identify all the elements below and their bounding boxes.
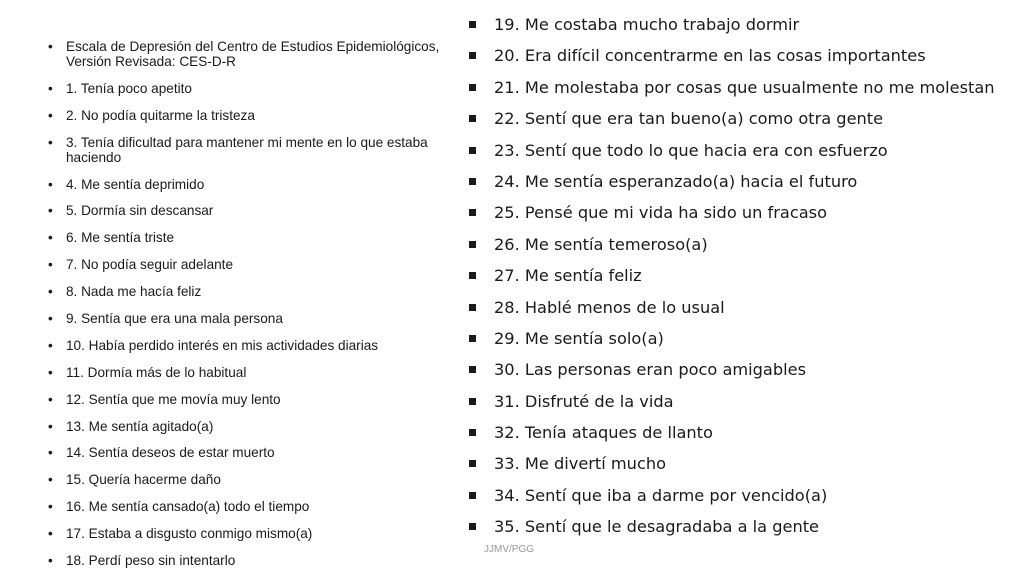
list-item-text: 22. Sentí que era tan bueno(a) como otra gente xyxy=(494,109,884,129)
list-item xyxy=(467,167,1017,198)
list-item: • 12. Sentía que me movía muy lento xyxy=(48,392,468,407)
list-item xyxy=(467,293,1017,324)
list-item: • 11. Dormía más de lo habitual xyxy=(48,365,468,380)
list-item-text: 35. Sentí que le desagradaba a la gente xyxy=(494,517,820,537)
list-item: • 17. Estaba a disgusto conmigo mismo(a) xyxy=(48,526,468,541)
list-item: • 6. Me sentía triste xyxy=(48,230,468,245)
square-bullet-icon xyxy=(469,21,476,28)
list-item: • 1. Tenía poco apetito xyxy=(48,81,468,96)
list-item xyxy=(467,355,1017,386)
list-item xyxy=(467,324,1017,355)
right-item-list xyxy=(467,10,1017,544)
list-item xyxy=(467,261,1017,292)
list-item xyxy=(467,230,1017,261)
list-item xyxy=(467,512,1017,543)
square-bullet-icon xyxy=(469,492,476,499)
square-bullet-icon xyxy=(469,178,476,185)
list-item-text: 19. Me costaba mucho trabajo dormir xyxy=(494,15,800,34)
list-item-text: 31. Disfruté de la vida xyxy=(494,391,674,411)
square-bullet-icon xyxy=(469,429,476,436)
square-bullet-icon xyxy=(469,52,476,59)
square-bullet-icon xyxy=(469,460,476,467)
list-item: • 15. Quería hacerme daño xyxy=(48,472,468,487)
list-item-text: 24. Me sentía esperanzado(a) hacia el futuro xyxy=(494,171,858,191)
list-item: • 18. Perdí peso sin intentarlo xyxy=(48,553,468,568)
list-item xyxy=(467,418,1017,449)
square-bullet-icon xyxy=(469,523,476,530)
list-item: • 5. Dormía sin descansar xyxy=(48,203,468,218)
list-item xyxy=(467,104,1017,135)
list-item xyxy=(467,481,1017,512)
list-item-text: 29. Me sentía solo(a) xyxy=(494,328,664,348)
list-item xyxy=(467,10,1017,41)
square-bullet-icon xyxy=(469,366,476,373)
list-item xyxy=(467,449,1017,480)
list-item-text: 33. Me divertí mucho xyxy=(494,454,667,474)
square-bullet-icon xyxy=(469,304,476,311)
list-item: • 14. Sentía deseos de estar muerto xyxy=(48,445,468,460)
list-item: • 16. Me sentía cansado(a) todo el tiempo xyxy=(48,499,468,514)
square-bullet-icon xyxy=(469,272,476,279)
list-item: • 3. Tenía dificultad para mantener mi mente en lo que estaba haciendo xyxy=(48,135,468,165)
list-item-text: 23. Sentí que todo lo que hacia era con esfuerzo xyxy=(494,140,888,160)
list-item xyxy=(467,198,1017,229)
list-item: • 10. Había perdido interés en mis actividades diarias xyxy=(48,338,468,353)
square-bullet-icon xyxy=(469,398,476,405)
square-bullet-icon xyxy=(469,84,476,91)
list-item-text: 30. Las personas eran poco amigables xyxy=(494,360,807,380)
square-bullet-icon xyxy=(469,335,476,342)
list-item-text: 27. Me sentía feliz xyxy=(494,266,642,286)
list-item: • 8. Nada me hacía feliz xyxy=(48,284,468,299)
square-bullet-icon xyxy=(469,209,476,216)
list-item: • 13. Me sentía agitado(a) xyxy=(48,419,468,434)
footer-credit: JJMV/PGG xyxy=(484,544,535,555)
square-bullet-icon xyxy=(469,241,476,248)
list-item-scale-title: • Escala de Depresión del Centro de Estudios Epidemiológicos, Versión Revisada: CES-D-R xyxy=(48,39,468,69)
left-item-list xyxy=(48,39,468,580)
list-item-text: 25. Pensé que mi vida ha sido un fracaso xyxy=(494,203,827,223)
list-item-text: 34. Sentí que iba a darme por vencido(a) xyxy=(494,485,828,505)
list-item-text: 32. Tenía ataques de llanto xyxy=(494,423,713,443)
square-bullet-icon xyxy=(469,147,476,154)
list-item: • 2. No podía quitarme la tristeza xyxy=(48,108,468,123)
list-item xyxy=(467,41,1017,72)
list-item-text: 21. Me molestaba por cosas que usualmente no me molestan xyxy=(494,77,995,97)
list-item xyxy=(467,136,1017,167)
square-bullet-icon xyxy=(469,115,476,122)
list-item xyxy=(467,73,1017,104)
list-item: • 7. No podía seguir adelante xyxy=(48,257,468,272)
list-item-text: 26. Me sentía temeroso(a) xyxy=(494,234,708,254)
list-item-text: 28. Hablé menos de lo usual xyxy=(494,297,725,317)
list-item: • 9. Sentía que era una mala persona xyxy=(48,311,468,326)
list-item xyxy=(467,387,1017,418)
list-item: • 4. Me sentía deprimido xyxy=(48,177,468,192)
list-item-text: 20. Era difícil concentrarme en las cosas importantes xyxy=(494,46,926,66)
